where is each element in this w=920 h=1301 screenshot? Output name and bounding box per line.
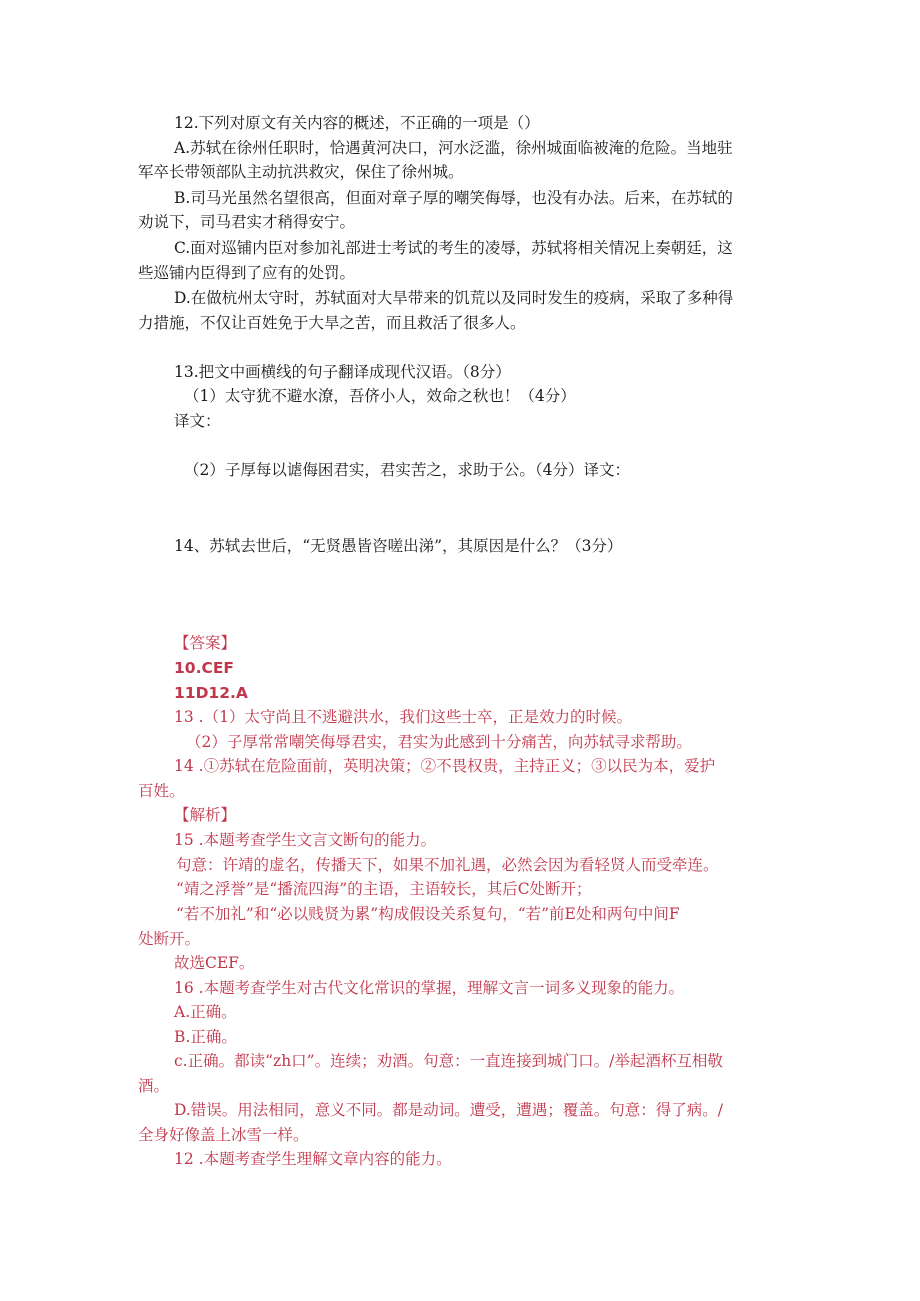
analysis-line-7: 16 .本题考查学生对古代文化常识的掌握，理解文言一词多义现象的能力。 bbox=[174, 979, 685, 997]
q12-option-d-line2: 力措施，不仅让百姓免于大旱之苦，而且救活了很多人。 bbox=[138, 314, 526, 332]
q12-option-b-line2: 劝说下，司马君实才稍得安宁。 bbox=[138, 213, 356, 231]
answer-heading: 【答案】 bbox=[174, 634, 237, 652]
q12-option-d-line1: D.在做杭州太守时，苏轼面对大旱带来的饥荒以及同时发生的疫病，采取了多种得 bbox=[174, 289, 734, 307]
analysis-line-11: 酒。 bbox=[138, 1077, 170, 1095]
q13-sentence-2: （2）子厚每以谑侮困君实，君实苦之，求助于公。（4分）译文： bbox=[184, 461, 630, 479]
analysis-line-14: 12 .本题考查学生理解文章内容的能力。 bbox=[174, 1150, 452, 1168]
q12-option-c-line2: 些巡铺内臣得到了应有的处罚。 bbox=[138, 264, 356, 282]
answer-10: 10.CEF bbox=[174, 659, 235, 677]
q12-option-a-line2: 军卒长带领部队主动抗洪救灾，保住了徐州城。 bbox=[138, 163, 464, 181]
analysis-heading: 【解析】 bbox=[174, 806, 237, 824]
answer-11-12: 11D12.A bbox=[174, 684, 248, 702]
analysis-line-2: 句意：许靖的虚名，传播天下，如果不加礼遇，必然会因为看轻贤人而受牵连。 bbox=[176, 856, 719, 874]
analysis-line-5: 处断开。 bbox=[138, 930, 201, 948]
analysis-line-12: D.错误。用法相同，意义不同。都是动词。遭受，遭遇；覆盖。句意：得了病。/ bbox=[174, 1101, 724, 1119]
analysis-line-9: B.正确。 bbox=[174, 1028, 237, 1046]
q13-translation-label: 译文： bbox=[174, 412, 221, 430]
q12-option-a-line1: A.苏轼在徐州任职时，恰遇黄河决口，河水泛滥，徐州城面临被淹的危险。当地驻 bbox=[174, 139, 733, 157]
q14-stem: 14、苏轼去世后，“无贤愚皆咨嗟出涕”，其原因是什么？（3分） bbox=[174, 537, 623, 555]
answer-14-line2: 百姓。 bbox=[138, 782, 185, 800]
analysis-line-10: c.正确。都读“zh口”。连续；劝酒。句意：一直连接到城门口。/举起酒杯互相敬 bbox=[174, 1052, 723, 1070]
q13-sentence-1: （1）太守犹不避水潦，吾侪小人，效命之秋也！（4分） bbox=[184, 387, 576, 405]
analysis-line-8: A.正确。 bbox=[174, 1003, 237, 1021]
answer-13-2: （2）子厚常常嘲笑侮辱君实，君实为此感到十分痛苦，向苏轼寻求帮助。 bbox=[186, 733, 692, 751]
analysis-line-4: “若不加礼”和“必以贱贤为累”构成假设关系复句，“若”前E处和两句中间F bbox=[176, 905, 680, 923]
analysis-line-3: “靖之浮誉”是“播流四海”的主语，主语较长，其后C处断开； bbox=[176, 880, 592, 898]
analysis-line-6: 故选CEF。 bbox=[174, 954, 255, 972]
q12-option-c-line1: C.面对巡铺内臣对参加礼部进士考试的考生的凌辱，苏轼将相关情况上奏朝廷，这 bbox=[174, 239, 733, 257]
answer-14-line1: 14 .①苏轼在危险面前，英明决策；②不畏权贵，主持正义；③以民为本，爱护 bbox=[174, 757, 716, 775]
answer-13-1: 13 .（1）太守尚且不逃避洪水，我们这些士卒，正是效力的时候。 bbox=[174, 708, 632, 726]
analysis-line-1: 15 .本题考查学生文言文断句的能力。 bbox=[174, 831, 437, 849]
q12-stem: 12.下列对原文有关内容的概述，不正确的一项是（） bbox=[174, 114, 540, 132]
q13-stem: 13.把文中画横线的句子翻译成现代汉语。（8分） bbox=[174, 363, 511, 381]
analysis-line-13: 全身好像盖上冰雪一样。 bbox=[138, 1126, 309, 1144]
q12-option-b-line1: B.司马光虽然名望很高，但面对章子厚的嘲笑侮辱，也没有办法。后来，在苏轼的 bbox=[174, 189, 733, 207]
